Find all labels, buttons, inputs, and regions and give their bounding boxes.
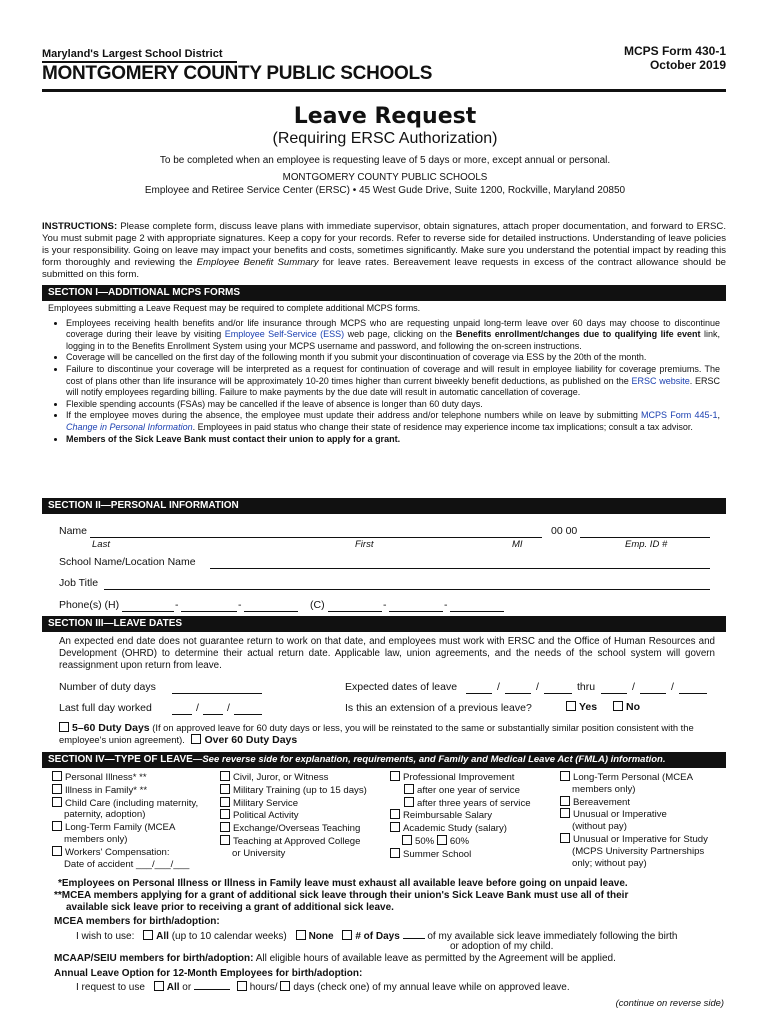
- job-title-label: Job Title: [59, 577, 99, 589]
- dash: -: [444, 599, 448, 611]
- end-month[interactable]: [601, 682, 627, 694]
- duty-days-label: Number of duty days: [59, 681, 156, 693]
- hours-checkbox[interactable]: [237, 981, 247, 991]
- list-item: [66, 318, 720, 353]
- checkbox[interactable]: [560, 771, 570, 781]
- section3-text: An expected end date does not guarantee return to work on that date, and employees must work with ERSC and the Office of Human Resources and Development (OHRD) to determine their actual return date. Applicable law, union agreements, and the needs of the school system will govern reassignment upon return from leave.: [59, 636, 715, 671]
- option-label: 50%: [415, 835, 435, 847]
- checkbox[interactable]: [52, 784, 62, 794]
- option-label: Child Care (including maternity,: [65, 797, 199, 809]
- phone-cell-label: (C): [310, 599, 325, 611]
- none-checkbox[interactable]: [296, 930, 306, 940]
- checkbox[interactable]: [220, 771, 230, 781]
- b3-text: Failure to discontinue your coverage will be interpreted as a request for continuation of coverage and will result in employee liability for coverage premiums. The cost of plans other than life insurance will be approximately 10-20 times higher than current biweekly benefit deductions, as published on the: [66, 363, 720, 386]
- over-60-label: Over 60 Duty Days: [204, 734, 298, 746]
- option-label: Unusual or Imperative for Study: [573, 833, 708, 845]
- emp-id-prefix: 00 00: [551, 525, 578, 537]
- duty-days-options: [59, 722, 719, 746]
- change-info-link[interactable]: Change in Personal Information: [66, 421, 193, 432]
- leave-option[interactable]: [560, 771, 708, 784]
- note-2b: available sick leave prior to receiving a grant of additional sick leave.: [66, 902, 394, 913]
- section4-title: SECTION IV—TYPE OF LEAVE: [48, 754, 193, 765]
- checkbox[interactable]: [560, 833, 570, 843]
- instructions-label: INSTRUCTIONS:: [42, 221, 118, 232]
- over-60-checkbox[interactable]: [191, 734, 201, 744]
- option-label: Summer School: [403, 848, 472, 860]
- address-line: Employee and Retiree Service Center (ERSC) • 45 West Gude Drive, Suite 1200, Rockville, Maryland 20850: [144, 185, 626, 196]
- phone-home-2[interactable]: [181, 600, 237, 612]
- 5-60-days-label: 5–60 Duty Days: [72, 722, 150, 734]
- leave-option[interactable]: [52, 846, 198, 859]
- option-label: 60%: [449, 835, 470, 847]
- option-label: Exchange/Overseas Teaching: [233, 823, 361, 835]
- school-label: School Name/Location Name: [59, 556, 196, 568]
- phone-home-3[interactable]: [244, 600, 298, 612]
- checkbox[interactable]: [52, 821, 62, 831]
- leave-option[interactable]: [220, 822, 367, 835]
- dash: -: [175, 599, 179, 611]
- note-2: **MCEA members applying for a grant of additional sick leave through their union's Sick Leave Bank must use all of their: [54, 890, 629, 901]
- start-day[interactable]: [505, 682, 531, 694]
- ess-link[interactable]: Employee Self-Service (ESS): [224, 329, 345, 340]
- ersc-website-link[interactable]: ERSC website: [631, 375, 690, 386]
- option-label: after one year of service: [417, 784, 520, 796]
- school-field[interactable]: [210, 557, 710, 569]
- list-item: [66, 410, 720, 433]
- mcaap-text: All eligible hours of available leave as permitted by the Agreement will be applied.: [255, 953, 616, 964]
- checkbox[interactable]: [390, 771, 400, 781]
- leave-option[interactable]: [560, 808, 708, 821]
- leave-option[interactable]: [52, 771, 198, 784]
- no-label: No: [626, 701, 640, 713]
- amount-field[interactable]: [194, 980, 230, 990]
- annual-options: [76, 980, 570, 995]
- checkbox[interactable]: [220, 809, 230, 819]
- slash: /: [671, 681, 674, 693]
- phone-home-1[interactable]: [122, 600, 174, 612]
- all-checkbox[interactable]: [143, 930, 153, 940]
- leave-option[interactable]: [220, 771, 367, 784]
- section4-header: [42, 752, 726, 768]
- num-days-field[interactable]: [403, 929, 425, 939]
- wish-label: I wish to use:: [76, 931, 135, 942]
- option-label: after three years of service: [417, 797, 531, 809]
- section2-header: SECTION II—PERSONAL INFORMATION: [42, 498, 726, 514]
- purpose-line: To be completed when an employee is requesting leave of 5 days or more, except annual or personal.: [159, 155, 611, 166]
- job-title-field[interactable]: [104, 578, 710, 590]
- b5-text-2: . Employees in paid status who change their state of residence may experience income tax implications; consult a tax advisor.: [192, 421, 693, 432]
- leave-option[interactable]: [390, 797, 531, 810]
- leave-types-col1: [52, 771, 198, 870]
- checkbox[interactable]: [404, 797, 414, 807]
- leave-option[interactable]: [390, 809, 531, 822]
- avail-text: of my available sick leave immediately following the birth: [427, 931, 678, 942]
- checkbox[interactable]: [390, 848, 400, 858]
- extension-label: Is this an extension of a previous leave?: [345, 702, 532, 714]
- option-label: Political Activity: [233, 810, 299, 822]
- org-line: MONTGOMERY COUNTY PUBLIC SCHOOLS: [282, 172, 488, 183]
- option-label: Long-Term Family (MCEA: [65, 822, 176, 834]
- checkbox[interactable]: [52, 797, 62, 807]
- yes-checkbox[interactable]: [566, 701, 576, 711]
- days-label: days (check one) of my annual leave while on approved leave.: [293, 982, 570, 993]
- request-label: I request to use: [76, 982, 145, 993]
- option-label-cont: (MCPS University Partnerships: [572, 845, 705, 857]
- note-1: *Employees on Personal Illness or Illness in Family leave must exhaust all available leave before going on unpaid leave.: [58, 878, 628, 889]
- leave-option[interactable]: [390, 771, 531, 784]
- option-label-cont: (without pay): [572, 821, 627, 833]
- last-day-month[interactable]: [172, 703, 192, 715]
- checkbox[interactable]: [390, 809, 400, 819]
- option-label: Long-Term Personal (MCEA: [573, 772, 693, 783]
- num-days-label: # of Days: [355, 931, 400, 942]
- option-label-cont: members only): [572, 783, 636, 795]
- leave-option[interactable]: [390, 822, 531, 835]
- hours-label: hours/: [249, 982, 278, 993]
- name-field[interactable]: [90, 526, 542, 538]
- option-label: Workers' Compensation:: [65, 846, 170, 858]
- slash: /: [536, 681, 539, 693]
- checkbox[interactable]: [560, 796, 570, 806]
- last-day-year[interactable]: [234, 703, 262, 715]
- none-label: None: [308, 931, 334, 942]
- leave-option[interactable]: [220, 835, 367, 848]
- checkbox[interactable]: [390, 822, 400, 832]
- first-label: First: [355, 539, 374, 550]
- yes-option[interactable]: [566, 701, 597, 713]
- mi-label: MI: [512, 539, 523, 550]
- mcaap-title: MCAAP/SEIU members for birth/adoption:: [54, 953, 254, 964]
- section3-header: SECTION III—LEAVE DATES: [42, 616, 726, 632]
- annual-title: Annual Leave Option for 12-Month Employees for birth/adoption:: [54, 968, 363, 979]
- page-subtitle: (Requiring ERSC Authorization): [272, 130, 498, 147]
- all-note: (up to 10 calendar weeks): [171, 931, 287, 942]
- emp-id-field[interactable]: [580, 526, 710, 538]
- option-label-cont: or University: [232, 847, 286, 859]
- all-label: All: [156, 931, 169, 942]
- form-date: October 2019: [649, 58, 726, 72]
- phone-cell-3[interactable]: [450, 600, 504, 612]
- salary-options: [390, 835, 531, 848]
- checkbox[interactable]: [52, 771, 62, 781]
- last-label: Last: [92, 539, 110, 550]
- duty-days-field[interactable]: [172, 682, 262, 694]
- thru-label: thru: [577, 681, 596, 693]
- all-annual-label: All: [166, 982, 180, 993]
- slash: /: [632, 681, 635, 693]
- yes-label: Yes: [579, 701, 598, 713]
- form-number: [624, 44, 726, 72]
- leave-types-col4: [560, 771, 708, 869]
- b5-text: If the employee moves during the absence, the employee must update their address and/or telephone numbers while on leave by submitting: [66, 410, 642, 421]
- option-label: Military Service: [233, 797, 299, 809]
- leave-option[interactable]: [220, 809, 367, 822]
- option-label: Unusual or Imperative: [573, 809, 667, 821]
- option-label: Teaching at Approved College: [233, 835, 361, 847]
- mcea-title: MCEA members for birth/adoption:: [54, 916, 220, 927]
- checkbox[interactable]: [220, 797, 230, 807]
- slash: /: [196, 702, 199, 714]
- instructions: [42, 221, 726, 281]
- checkbox[interactable]: [560, 808, 570, 818]
- org-name: MONTGOMERY COUNTY PUBLIC SCHOOLS: [42, 63, 433, 84]
- checkbox[interactable]: [220, 784, 230, 794]
- option-label-cont: only; without pay): [572, 857, 647, 869]
- section1-intro: Employees submitting a Leave Request may be required to complete additional MCPS forms.: [48, 303, 421, 313]
- list-item: • Coverage will be cancelled on the first day of the following month if you submit your discontinuation of coverage via ESS by the 20th of the month.: [66, 352, 720, 364]
- end-year[interactable]: [679, 682, 707, 694]
- form-445-link[interactable]: MCPS Form 445-1: [641, 410, 718, 421]
- 60-checkbox[interactable]: [437, 835, 447, 845]
- option-label: Bereavement: [573, 796, 631, 808]
- leave-option[interactable]: [52, 797, 198, 810]
- phone-home-label: Phone(s) (H): [59, 599, 120, 611]
- page-title: Leave Request: [293, 104, 477, 129]
- avail-text-2: or adoption of my child.: [450, 941, 554, 952]
- option-label: Civil, Juror, or Witness: [233, 772, 329, 783]
- leave-option[interactable]: [390, 784, 531, 797]
- section4-note: —See reverse side for explanation, requirements, and Family and Medical Leave Act (FMLA) information.: [192, 754, 666, 765]
- last-full-day-label: Last full day worked: [59, 702, 152, 714]
- option-label: Professional Improvement: [403, 772, 515, 783]
- continue-note: (continue on reverse side): [615, 997, 724, 1008]
- end-day[interactable]: [640, 682, 666, 694]
- header-rule: [42, 89, 726, 92]
- b1-text: Employees receiving health benefits and/or life insurance through MCPS who are requesting unpaid long-term leave over 60 days may choose to discontinue coverage during their leave by visiting: [66, 317, 720, 340]
- instructions-text-end: for leave rates. Bereavement leave requests in excess of the contract allowance should be submitted on this form.: [42, 257, 727, 280]
- 5-60-days-note: (If on approved leave for 60 duty days or less, you will be reinstated to the same or substantially similar position consistent with the employee's union agreement).: [59, 722, 694, 745]
- phone-cell-1[interactable]: [328, 600, 382, 612]
- district-tagline: Maryland's Largest School District: [42, 48, 237, 63]
- start-month[interactable]: [466, 682, 492, 694]
- leave-option[interactable]: [52, 821, 198, 834]
- accident-date-field[interactable]: Date of accident ___/___/___: [64, 858, 190, 870]
- last-day-day[interactable]: [203, 703, 223, 715]
- b1-text-2: web page, clicking on the: [344, 329, 456, 340]
- b1-bold: Benefits enrollment/changes due to qualifying life event: [455, 329, 701, 340]
- list-item: • Flexible spending accounts (FSAs) may be cancelled if the leave of absence is longer than 60 duty days.: [66, 399, 720, 411]
- leave-types-col2: [220, 771, 367, 860]
- b5-sep: ,: [717, 410, 720, 421]
- section1-body: [48, 303, 720, 445]
- no-option[interactable]: [613, 701, 640, 713]
- dash: -: [383, 599, 387, 611]
- 5-60-days-checkbox[interactable]: [59, 722, 69, 732]
- checkbox[interactable]: [404, 784, 414, 794]
- section1-header: SECTION I—ADDITIONAL MCPS FORMS: [42, 285, 726, 301]
- leave-option[interactable]: [390, 848, 531, 861]
- leave-option[interactable]: [52, 784, 198, 797]
- list-item: • Members of the Sick Leave Bank must contact their union to apply for a grant.: [66, 434, 720, 446]
- start-year[interactable]: [544, 682, 572, 694]
- section1-list: [48, 318, 720, 446]
- num-days-checkbox[interactable]: [342, 930, 352, 940]
- leave-option[interactable]: [220, 784, 367, 797]
- slash: /: [497, 681, 500, 693]
- option-label-cont: members only): [64, 833, 128, 845]
- option-label: Personal Illness* **: [65, 772, 147, 783]
- checkbox[interactable]: [220, 835, 230, 845]
- leave-option[interactable]: [560, 796, 708, 809]
- emp-id-label: Emp. ID #: [625, 539, 668, 550]
- no-checkbox[interactable]: [613, 701, 623, 711]
- instructions-text: Please complete form, discuss leave plans with immediate supervisor, obtain signatures, attach proper documentation, and forward to ERSC. You must submit page 2 with appropriate signatures. Keep a copy for your records. Refer to reverse side for detailed instructions. Understanding of leave policies is your responsibility. Going on leave may impact your benefits and costs, sometimes significantly. Make sure you understand the potential impact by reading this form thoroughly and reviewing the: [42, 221, 726, 268]
- dash: -: [238, 599, 242, 611]
- mcaap-line: [54, 953, 616, 966]
- option-label: Reimbursable Salary: [403, 810, 493, 822]
- all-annual-checkbox[interactable]: [154, 981, 164, 991]
- phone-cell-2[interactable]: [389, 600, 443, 612]
- mcea-options: [76, 929, 678, 944]
- checkbox[interactable]: [52, 846, 62, 856]
- slash: /: [227, 702, 230, 714]
- name-label: Name: [59, 525, 88, 537]
- leave-option[interactable]: [560, 833, 708, 846]
- option-label: Illness in Family* **: [65, 784, 148, 796]
- option-label-cont: paternity, adoption): [64, 809, 146, 821]
- form-id: MCPS Form 430-1: [623, 44, 726, 58]
- option-label: Military Training (up to 15 days): [233, 784, 367, 796]
- benefit-summary-ref: Employee Benefit Summary: [196, 257, 319, 268]
- list-item: [66, 364, 720, 399]
- b1-text-3: link, logging in to the Benefits Enrollment System using your MCPS username and password, and following the on-screen instructions.: [66, 329, 720, 351]
- checkbox[interactable]: [220, 822, 230, 832]
- leave-option[interactable]: [220, 797, 367, 810]
- expected-dates-label: Expected dates of leave: [345, 681, 458, 693]
- leave-types-col3: [390, 771, 531, 861]
- b3-text-2: . ERSC will notify employees regarding billing. Failure to make payments by the due date will result in automatic cancellation of coverage.: [66, 375, 721, 398]
- option-label: Academic Study (salary): [403, 823, 507, 835]
- or-label: or: [182, 982, 192, 993]
- 50-checkbox[interactable]: [402, 835, 412, 845]
- days-checkbox[interactable]: [280, 981, 290, 991]
